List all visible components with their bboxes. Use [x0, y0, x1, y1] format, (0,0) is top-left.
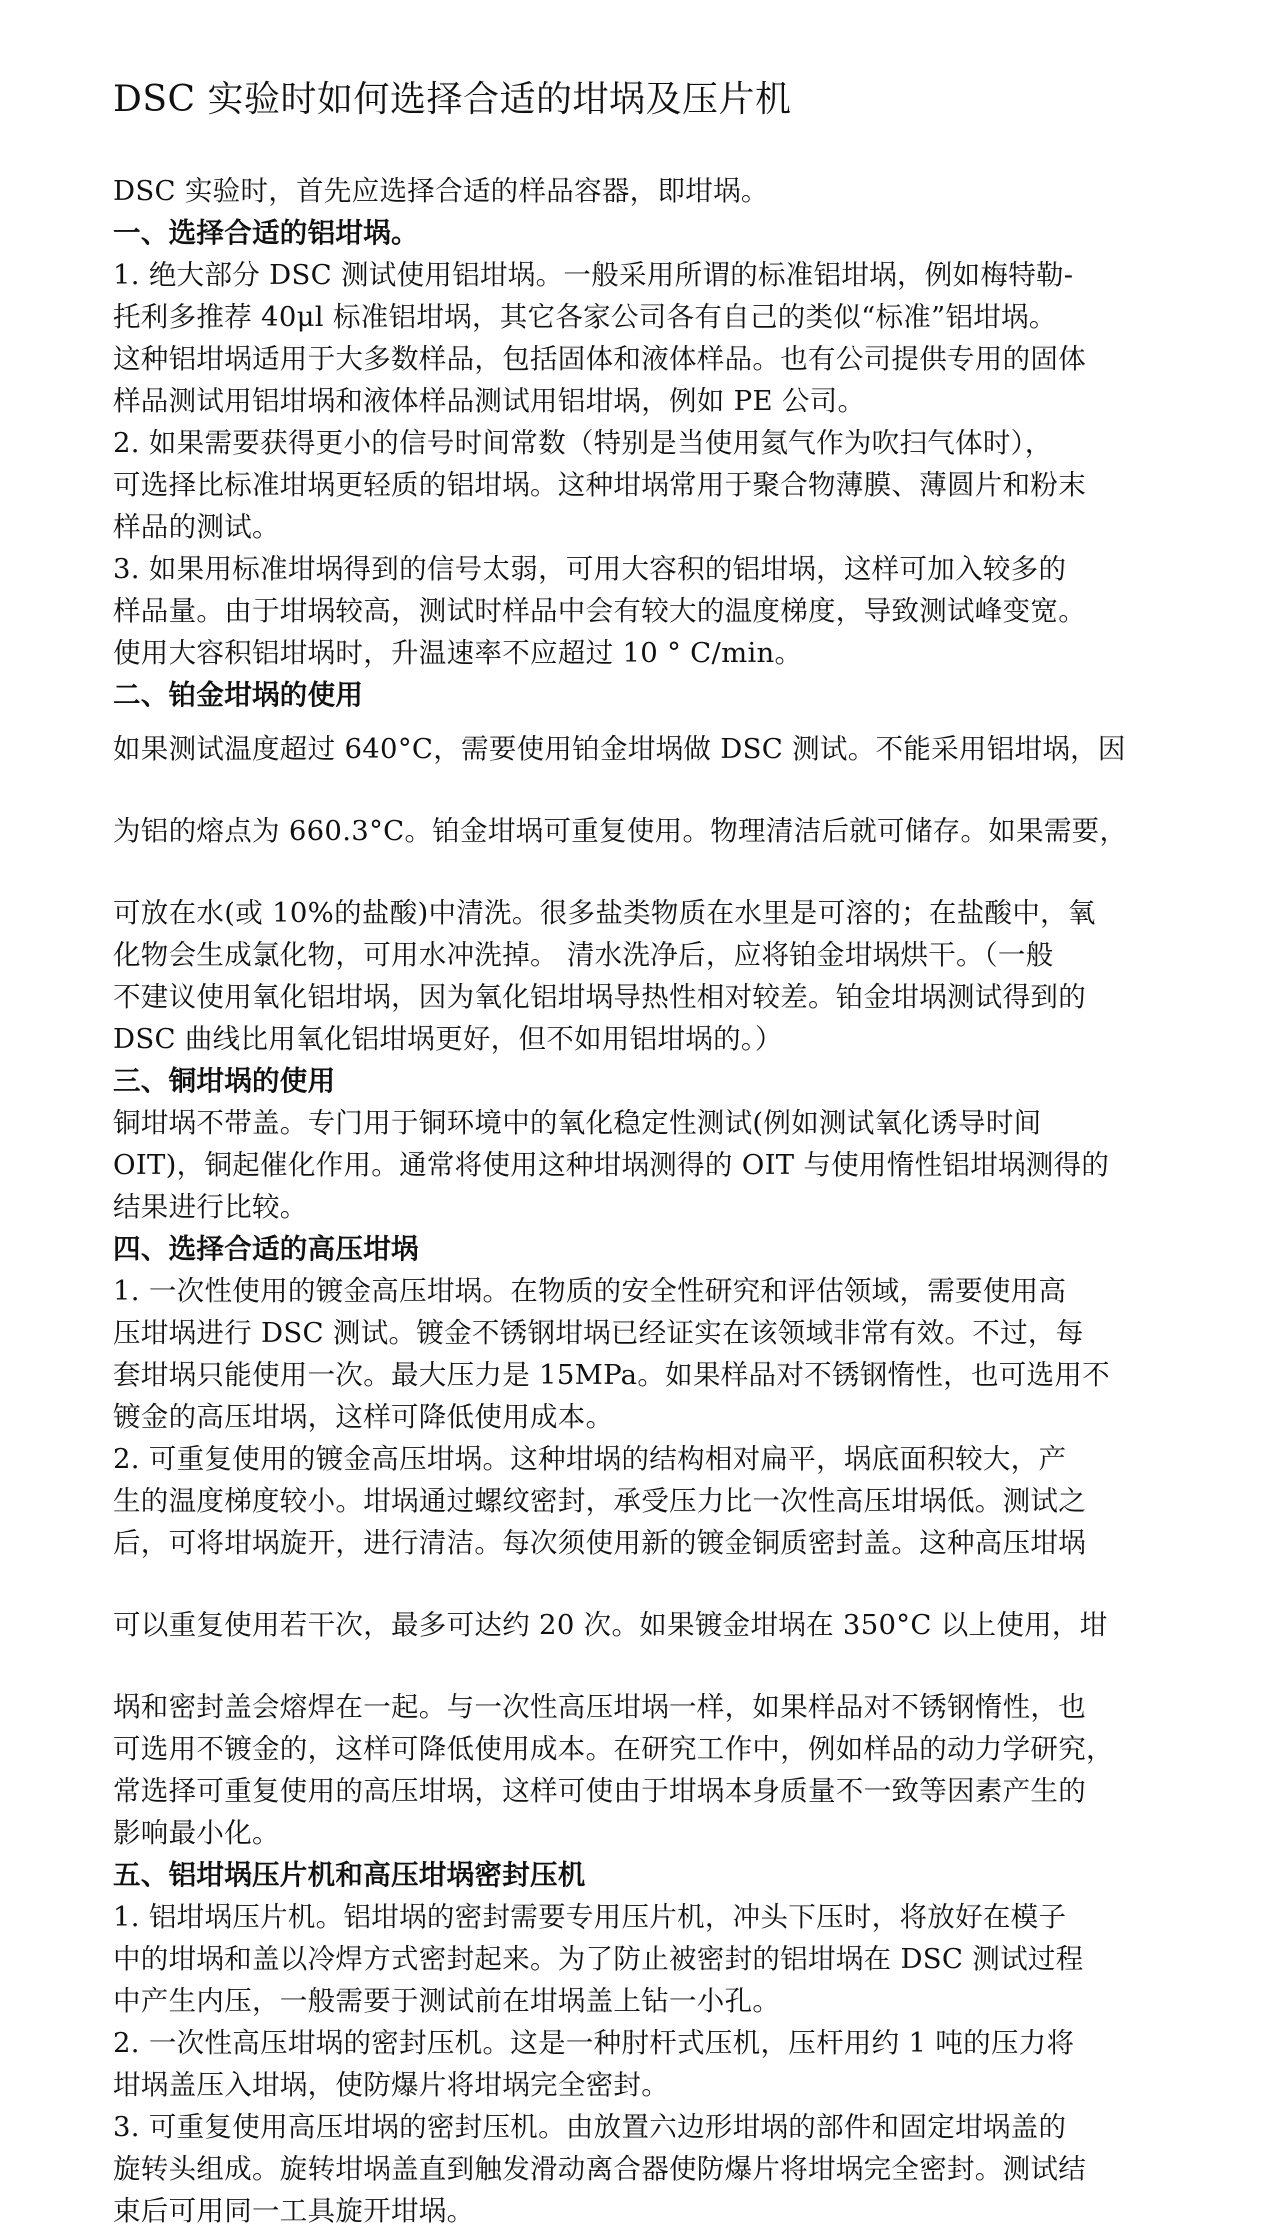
paragraph-line: 结果进行比较。 — [113, 1191, 308, 1223]
paragraph-line: 2. 一次性高压坩埚的密封压机。这是一种肘杆式压机，压杆用约 1 吨的压力将 — [113, 2027, 1075, 2059]
paragraph-line: 如果测试温度超过 640°C，需要使用铂金坩埚做 DSC 测试。不能采用铝坩埚，因 — [113, 733, 1126, 765]
section-heading-aluminum: 一、选择合适的铝坩埚。 — [113, 217, 419, 249]
paragraph-line: 可放在水(或 10%的盐酸)中清洗。很多盐类物质在水里是可溶的；在盐酸中，氧 — [113, 897, 1096, 929]
paragraph-line: 影响最小化。 — [113, 1817, 280, 1849]
paragraph-line: 2. 可重复使用的镀金高压坩埚。这种坩埚的结构相对扁平，埚底面积较大，产 — [113, 1443, 1067, 1475]
paragraph-line: 样品量。由于坩埚较高，测试时样品中会有较大的温度梯度，导致测试峰变宽。 — [113, 595, 1086, 627]
section-heading-high-pressure: 四、选择合适的高压坩埚 — [113, 1233, 419, 1265]
paragraph-line: 生的温度梯度较小。坩埚通过螺纹密封，承受压力比一次性高压坩埚低。测试之 — [113, 1485, 1086, 1517]
paragraph-line: 压坩埚进行 DSC 测试。镀金不锈钢坩埚已经证实在该领域非常有效。不过，每 — [113, 1317, 1084, 1349]
paragraph-line: 后，可将坩埚旋开，进行清洁。每次须使用新的镀金铜质密封盖。这种高压坩埚 — [113, 1527, 1086, 1559]
paragraph-line: 埚和密封盖会熔焊在一起。与一次性高压坩埚一样，如果样品对不锈钢惰性，也 — [113, 1691, 1086, 1723]
paragraph-line: 使用大容积铝坩埚时，升温速率不应超过 10 ° C/min。 — [113, 637, 803, 669]
paragraph-line: 1. 绝大部分 DSC 测试使用铝坩埚。一般采用所谓的标准铝坩埚，例如梅特勒- — [113, 259, 1074, 291]
paragraph-line: 坩埚盖压入坩埚，使防爆片将坩埚完全密封。 — [113, 2069, 669, 2101]
paragraph-line: 常选择可重复使用的高压坩埚，这样可使由于坩埚本身质量不一致等因素产生的 — [113, 1775, 1086, 1807]
paragraph-line: 为铝的熔点为 660.3°C。铂金坩埚可重复使用。物理清洁后就可储存。如果需要， — [113, 815, 1128, 847]
paragraph-line: 托利多推荐 40μl 标准铝坩埚，其它各家公司各有自己的类似“标准”铝坩埚。 — [113, 301, 1057, 333]
paragraph-line: DSC 曲线比用氧化铝坩埚更好，但不如用铝坩埚的。） — [113, 1023, 783, 1055]
section-heading-copper: 三、铜坩埚的使用 — [113, 1065, 336, 1097]
paragraph-line: 样品的测试。 — [113, 511, 280, 543]
paragraph-line: 1. 铝坩埚压片机。铝坩埚的密封需要专用压片机，冲头下压时，将放好在模子 — [113, 1901, 1067, 1933]
paragraph-line: OIT)，铜起催化作用。通常将使用这种坩埚测得的 OIT 与使用惰性铝坩埚测得的 — [113, 1149, 1110, 1181]
paragraph-line: 化物会生成氯化物，可用水冲洗掉。 清水洗净后，应将铂金坩埚烘干。（一般 — [113, 939, 1054, 971]
document-body — [113, 170, 1173, 2232]
paragraph-line: 2. 如果需要获得更小的信号时间常数（特别是当使用氦气作为吹扫气体时）， — [113, 427, 1053, 459]
paragraph-line: 镀金的高压坩埚，这样可降低使用成本。 — [113, 1401, 614, 1433]
paragraph-line: 套坩埚只能使用一次。最大压力是 15MPa。如果样品对不锈钢惰性，也可选用不 — [113, 1359, 1110, 1391]
paragraph-line: 中产生内压，一般需要于测试前在坩埚盖上钻一小孔。 — [113, 1985, 781, 2017]
section-heading-platinum: 二、铂金坩埚的使用 — [113, 679, 364, 711]
document-title: DSC 实验时如何选择合适的坩埚及压片机 — [113, 79, 792, 120]
paragraph-line: 可以重复使用若干次，最多可达约 20 次。如果镀金坩埚在 350°C 以上使用，坩 — [113, 1609, 1108, 1641]
paragraph-line: 束后可用同一工具旋开坩埚。 — [113, 2195, 475, 2227]
paragraph-line: 3. 可重复使用高压坩埚的密封压机。由放置六边形坩埚的部件和固定坩埚盖的 — [113, 2111, 1067, 2143]
paragraph-line: 可选择比标准坩埚更轻质的铝坩埚。这种坩埚常用于聚合物薄膜、薄圆片和粉末 — [113, 469, 1086, 501]
paragraph-line: 1. 一次性使用的镀金高压坩埚。在物质的安全性研究和评估领域，需要使用高 — [113, 1275, 1067, 1307]
paragraph-line: 旋转头组成。旋转坩埚盖直到触发滑动离合器使防爆片将坩埚完全密封。测试结 — [113, 2153, 1086, 2185]
paragraph-line: 不建议使用氧化铝坩埚，因为氧化铝坩埚导热性相对较差。铂金坩埚测试得到的 — [113, 981, 1086, 1013]
paragraph-line: 这种铝坩埚适用于大多数样品，包括固体和液体样品。也有公司提供专用的固体 — [113, 343, 1086, 375]
paragraph-line: 样品测试用铝坩埚和液体样品测试用铝坩埚，例如 PE 公司。 — [113, 385, 866, 417]
paragraph-line: 铜坩埚不带盖。专门用于铜环境中的氧化稳定性测试(例如测试氧化诱导时间 — [113, 1107, 1042, 1139]
section-heading-press: 五、铝坩埚压片机和高压坩埚密封压机 — [113, 1859, 586, 1891]
intro-line: DSC 实验时，首先应选择合适的样品容器，即坩埚。 — [113, 175, 769, 207]
paragraph-line: 3. 如果用标准坩埚得到的信号太弱，可用大容积的铝坩埚，这样可加入较多的 — [113, 553, 1067, 585]
paragraph-line: 可选用不镀金的，这样可降低使用成本。在研究工作中，例如样品的动力学研究， — [113, 1733, 1114, 1765]
paragraph-line: 中的坩埚和盖以冷焊方式密封起来。为了防止被密封的铝坩埚在 DSC 测试过程 — [113, 1943, 1084, 1975]
